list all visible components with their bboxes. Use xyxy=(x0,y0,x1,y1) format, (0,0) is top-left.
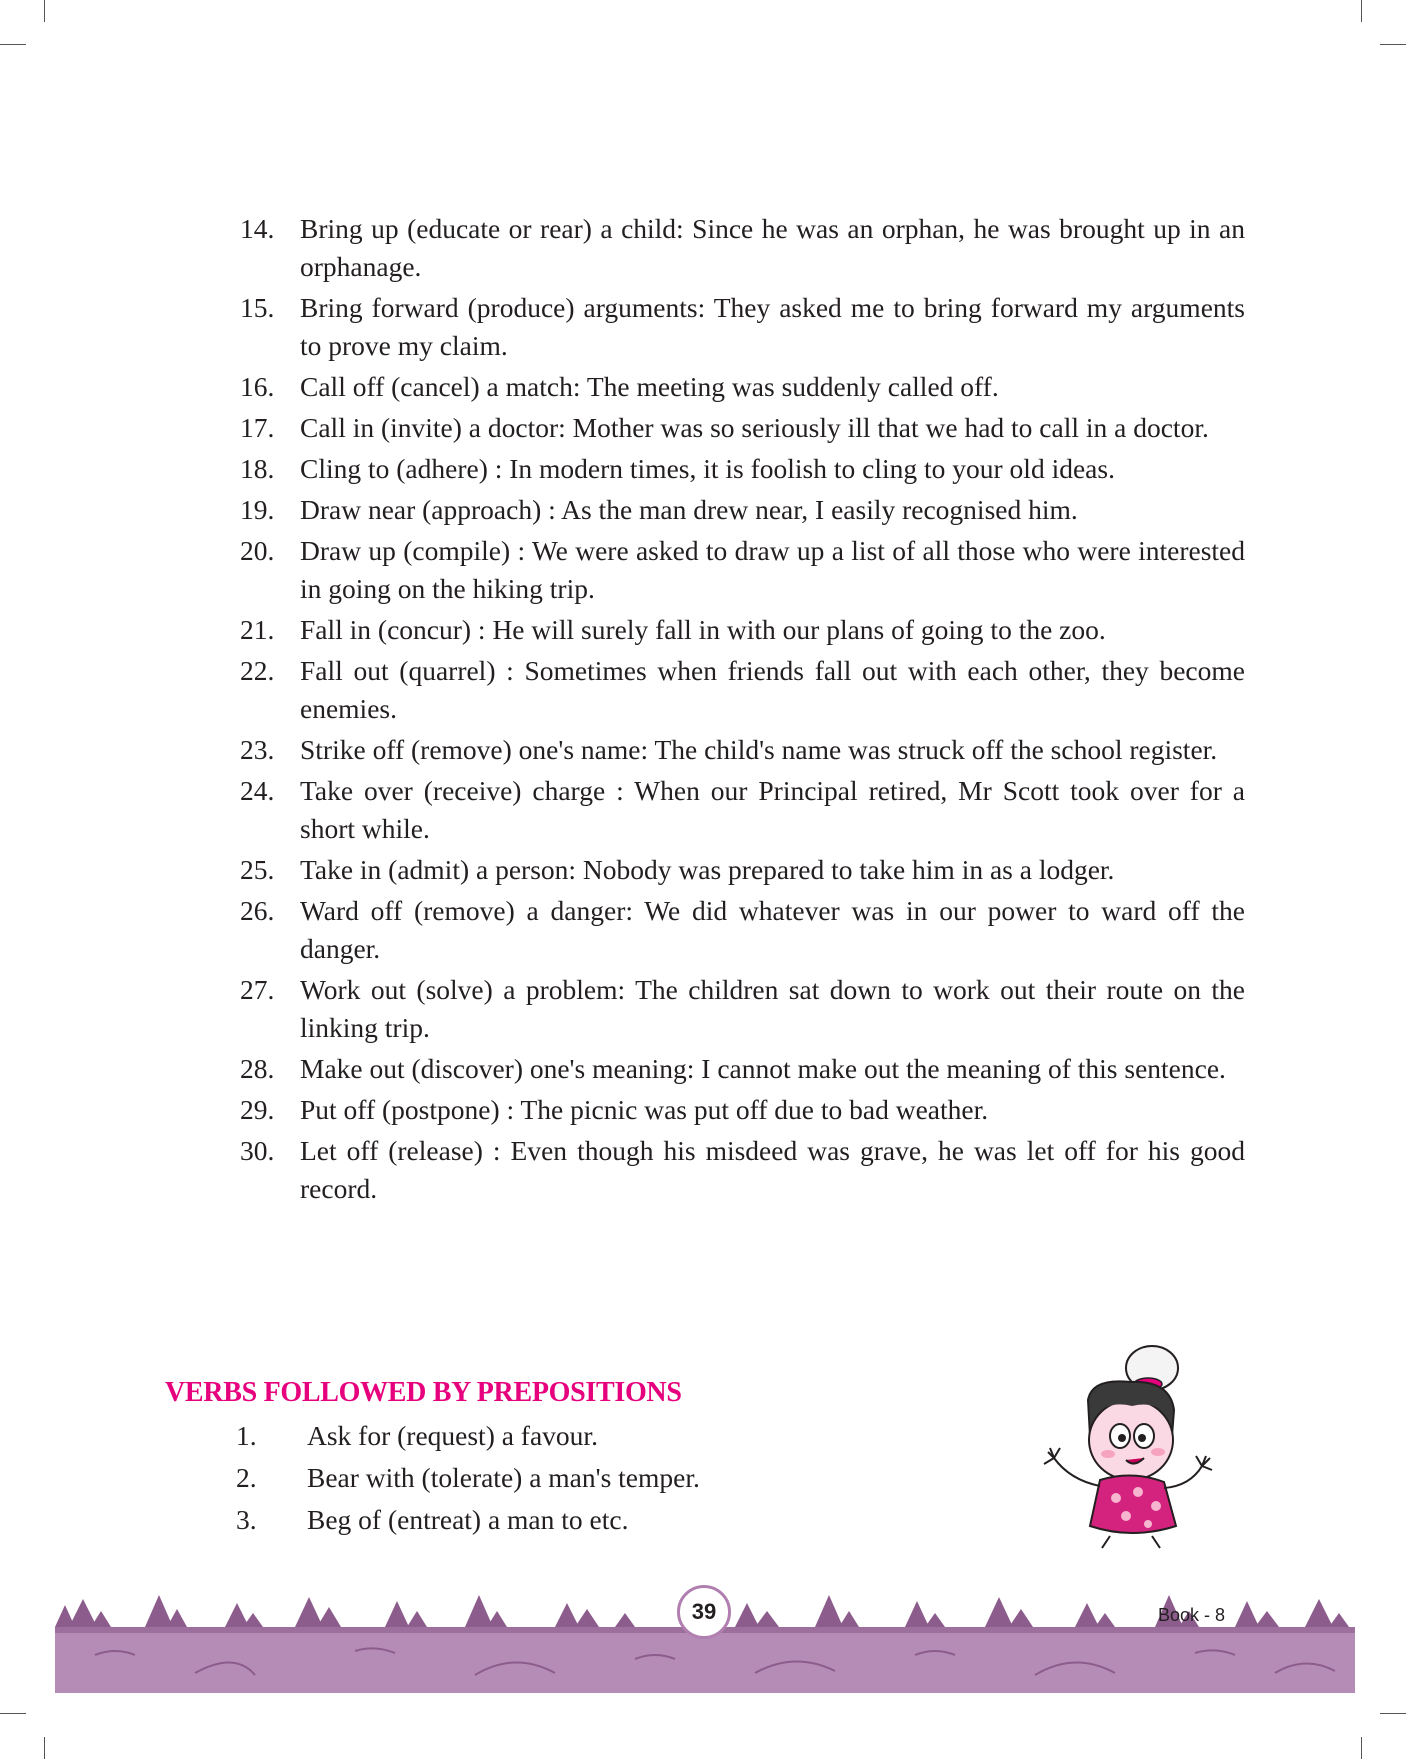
list-item xyxy=(230,532,1245,608)
item-number: 14. xyxy=(240,213,275,244)
verb-preposition-list xyxy=(230,1417,930,1543)
item-number: 3. xyxy=(236,1504,257,1535)
item-text: Strike off (remove) one's name: The child's name was struck off the school register. xyxy=(300,734,1218,765)
item-number: 28. xyxy=(240,1053,275,1084)
item-text: Call off (cancel) a match: The meeting was suddenly called off. xyxy=(300,371,999,402)
list-item xyxy=(230,731,1245,769)
item-text: Cling to (adhere) : In modern times, it is foolish to cling to your old ideas. xyxy=(300,453,1115,484)
item-number: 18. xyxy=(240,453,275,484)
list-item xyxy=(230,409,1245,447)
item-text: Bring forward (produce) arguments: They asked me to bring forward my arguments to prove my claim. xyxy=(300,292,1245,361)
item-text: Make out (discover) one's meaning: I cannot make out the meaning of this sentence. xyxy=(300,1053,1226,1084)
list-item xyxy=(230,851,1245,889)
page-number: 39 xyxy=(677,1585,731,1639)
item-text: Take in (admit) a person: Nobody was prepared to take him in as a lodger. xyxy=(300,854,1115,885)
item-text: Fall in (concur) : He will surely fall in with our plans of going to the zoo. xyxy=(300,614,1106,645)
item-number: 23. xyxy=(240,734,275,765)
item-text: Fall out (quarrel) : Sometimes when friends fall out with each other, they become enemies. xyxy=(300,655,1245,724)
list-item xyxy=(230,1459,930,1497)
list-item xyxy=(230,210,1245,286)
item-number: 15. xyxy=(240,292,275,323)
item-number: 1. xyxy=(236,1420,257,1451)
item-number: 20. xyxy=(240,535,275,566)
list-item xyxy=(230,289,1245,365)
list-item xyxy=(230,491,1245,529)
crop-mark xyxy=(0,44,26,45)
item-text: Take over (receive) charge : When our Principal retired, Mr Scott took over for a short while. xyxy=(300,775,1245,844)
list-item xyxy=(230,450,1245,488)
item-number: 29. xyxy=(240,1094,275,1125)
item-number: 16. xyxy=(240,371,275,402)
crop-mark xyxy=(1380,44,1406,45)
list-item xyxy=(230,611,1245,649)
item-number: 27. xyxy=(240,974,275,1005)
crop-mark xyxy=(1380,1713,1406,1714)
item-number: 19. xyxy=(240,494,275,525)
item-number: 17. xyxy=(240,412,275,443)
list-item xyxy=(230,772,1245,848)
item-text: Bring up (educate or rear) a child: Since he was an orphan, he was brought up in an orphanage. xyxy=(300,213,1245,282)
item-number: 26. xyxy=(240,895,275,926)
item-number: 2. xyxy=(236,1462,257,1493)
section-heading: VERBS FOLLOWED BY PREPOSITIONS xyxy=(165,1377,682,1408)
item-text: Call in (invite) a doctor: Mother was so seriously ill that we had to call in a doctor. xyxy=(300,412,1209,443)
item-text: Let off (release) : Even though his misdeed was grave, he was let off for his good record. xyxy=(300,1135,1245,1204)
crop-mark xyxy=(1361,0,1362,22)
item-number: 24. xyxy=(240,775,275,806)
book-label: Book - 8 xyxy=(1158,1605,1226,1625)
list-item xyxy=(230,892,1245,968)
crop-mark xyxy=(44,1737,45,1759)
item-text: Bear with (tolerate) a man's temper. xyxy=(307,1462,700,1493)
item-number: 25. xyxy=(240,854,275,885)
list-item xyxy=(230,1501,930,1539)
crop-mark xyxy=(0,1713,26,1714)
crop-mark xyxy=(1361,1737,1362,1759)
list-item xyxy=(230,368,1245,406)
list-item xyxy=(230,652,1245,728)
list-item xyxy=(230,1050,1245,1088)
item-text: Ask for (request) a favour. xyxy=(307,1420,598,1451)
item-number: 21. xyxy=(240,614,275,645)
item-text: Draw near (approach) : As the man drew near, I easily recognised him. xyxy=(300,494,1078,525)
list-item xyxy=(230,1132,1245,1208)
cartoon-girl-illustration xyxy=(1040,1340,1220,1560)
list-item xyxy=(230,971,1245,1047)
item-text: Draw up (compile) : We were asked to draw up a list of all those who were interested in going on the hiking trip. xyxy=(300,535,1245,604)
item-number: 22. xyxy=(240,655,275,686)
list-item xyxy=(230,1091,1245,1129)
phrasal-verb-list xyxy=(230,210,1245,1211)
crop-mark xyxy=(44,0,45,22)
item-text: Work out (solve) a problem: The children sat down to work out their route on the linking trip. xyxy=(300,974,1245,1043)
item-text: Put off (postpone) : The picnic was put off due to bad weather. xyxy=(300,1094,989,1125)
item-text: Ward off (remove) a danger: We did whatever was in our power to ward off the danger. xyxy=(300,895,1245,964)
item-text: Beg of (entreat) a man to etc. xyxy=(307,1504,629,1535)
item-number: 30. xyxy=(240,1135,275,1166)
list-item xyxy=(230,1417,930,1455)
